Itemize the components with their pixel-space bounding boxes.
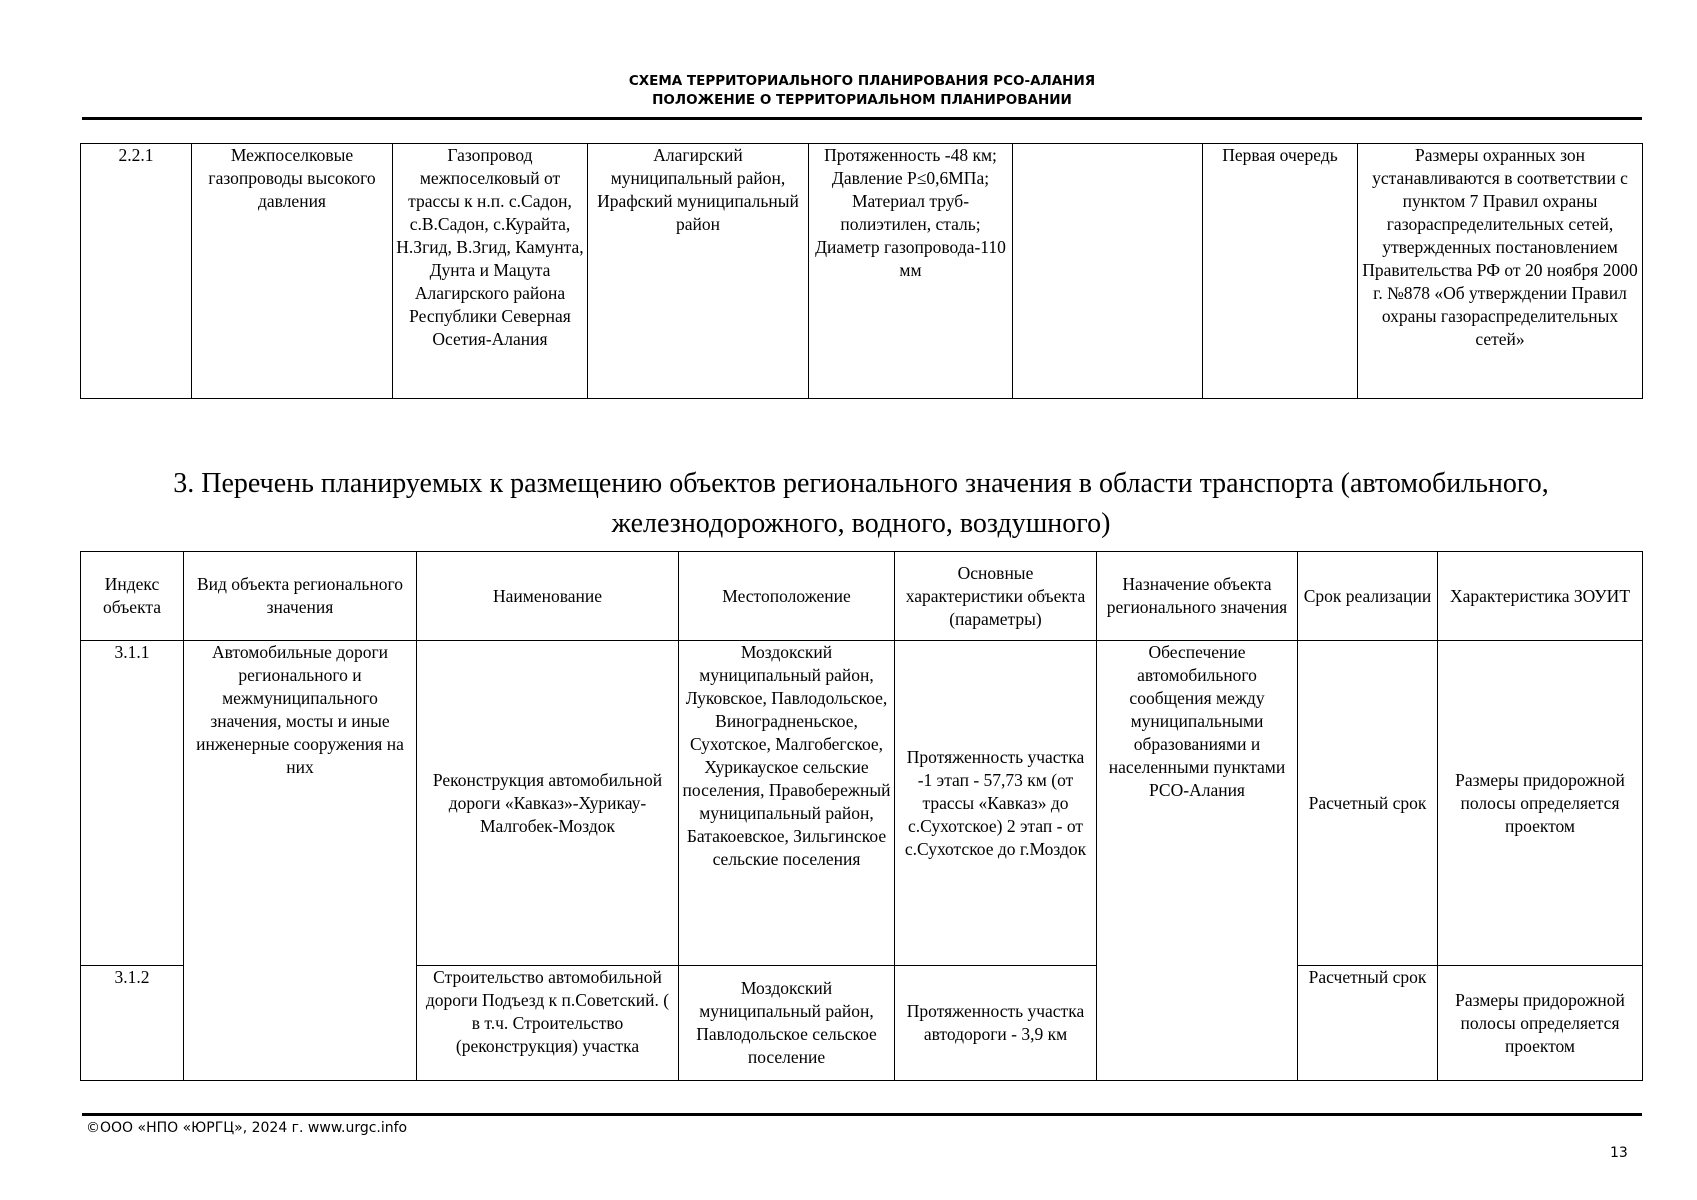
cell-zouit: Размеры придорожной полосы определяется проектом — [1438, 641, 1643, 966]
cell-location: Моздокский муниципальный район, Луковское, Павлодольское, Виноградненьское, Сухотское, Малгобегское, Хурикауское сельские поселения, Правобережный муниципальный район, Батакоевское, Зильгинское сельские поселения — [679, 641, 895, 966]
cell-type: Автомобильные дороги регионального и межмуниципального значения, мосты и иные инженерные сооружения на них — [184, 641, 417, 1081]
cell-zouit: Размеры придорожной полосы определяется проектом — [1438, 966, 1643, 1081]
header-term: Срок реализации — [1298, 552, 1438, 641]
page-header — [82, 72, 1642, 110]
cell-index: 2.2.1 — [81, 144, 192, 399]
cell-name: Строительство автомобильной дороги Подъезд к п.Советский. ( в т.ч. Строительство (реконструкция) участка — [417, 966, 679, 1081]
table-row — [81, 144, 1643, 399]
transport-objects-table — [80, 551, 1643, 1081]
cell-location: Моздокский муниципальный район, Павлодольское сельское поселение — [679, 966, 895, 1081]
footer-copyright: ©ООО «НПО «ЮРГЦ», 2024 г. www.urgc.info — [86, 1120, 408, 1136]
cell-params: Протяженность -48 км; Давление P≤0,6МПа; Материал труб-полиэтилен, сталь; Диаметр газопровода-110 мм — [809, 144, 1013, 399]
header-index: Индекс объекта — [81, 552, 184, 641]
table-header-row — [81, 552, 1643, 641]
cell-params: Протяженность участка -1 этап - 57,73 км (от трассы «Кавказ» до с.Сухотское) 2 этап - от с.Сухотское до г.Моздок — [895, 641, 1097, 966]
cell-index: 3.1.2 — [81, 966, 184, 1081]
header-zouit: Характеристика ЗОУИТ — [1438, 552, 1643, 641]
header-title: СХЕМА ТЕРРИТОРИАЛЬНОГО ПЛАНИРОВАНИЯ РСО-АЛАНИЯ — [628, 73, 1096, 89]
cell-term: Расчетный срок — [1298, 966, 1438, 1081]
cell-location: Алагирский муниципальный район, Ирафский муниципальный район — [588, 144, 809, 399]
header-location: Местоположение — [679, 552, 895, 641]
cell-params: Протяженность участка автодороги - 3,9 км — [895, 966, 1097, 1081]
header-params: Основные характеристики объекта (параметры) — [895, 552, 1097, 641]
gas-pipeline-table — [80, 143, 1643, 399]
footer-divider — [82, 1113, 1642, 1116]
page-number: 13 — [1610, 1145, 1628, 1161]
cell-name: Газопровод межпоселковый от трассы к н.п. с.Садон, с.В.Садон, с.Курайта, Н.Згид, В.Згид, Камунта, Дунта и Мацута Алагирского района Республики Северная Осетия-Алания — [393, 144, 588, 399]
table-row — [81, 641, 1643, 966]
cell-type: Межпоселковые газопроводы высокого давления — [192, 144, 393, 399]
cell-zouit: Размеры охранных зон устанавливаются в соответствии с пунктом 7 Правил охраны газораспределительных сетей, утвержденных постановлением Правительства РФ от 20 ноября 2000 г. №878 «Об утверждении Правил охраны газораспределительных сетей» — [1358, 144, 1643, 399]
cell-term: Расчетный срок — [1298, 641, 1438, 966]
section-title: 3. Перечень планируемых к размещению объектов регионального значения в области транспорта (автомобильного, железнодорожного, водного, воздушного) — [173, 468, 1549, 539]
header-subtitle: ПОЛОЖЕНИЕ О ТЕРРИТОРИАЛЬНОМ ПЛАНИРОВАНИИ — [652, 92, 1072, 108]
header-name: Наименование — [417, 552, 679, 641]
header-purpose: Назначение объекта регионального значения — [1097, 552, 1298, 641]
cell-term: Первая очередь — [1203, 144, 1358, 399]
header-type: Вид объекта регионального значения — [184, 552, 417, 641]
cell-index: 3.1.1 — [81, 641, 184, 966]
cell-purpose: Обеспечение автомобильного сообщения между муниципальными образованиями и населенными пунктами РСО-Алания — [1097, 641, 1298, 1081]
header-divider — [82, 117, 1642, 120]
cell-name: Реконструкция автомобильной дороги «Кавказ»-Хурикау-Малгобек-Моздок — [417, 641, 679, 966]
cell-purpose — [1013, 144, 1203, 399]
